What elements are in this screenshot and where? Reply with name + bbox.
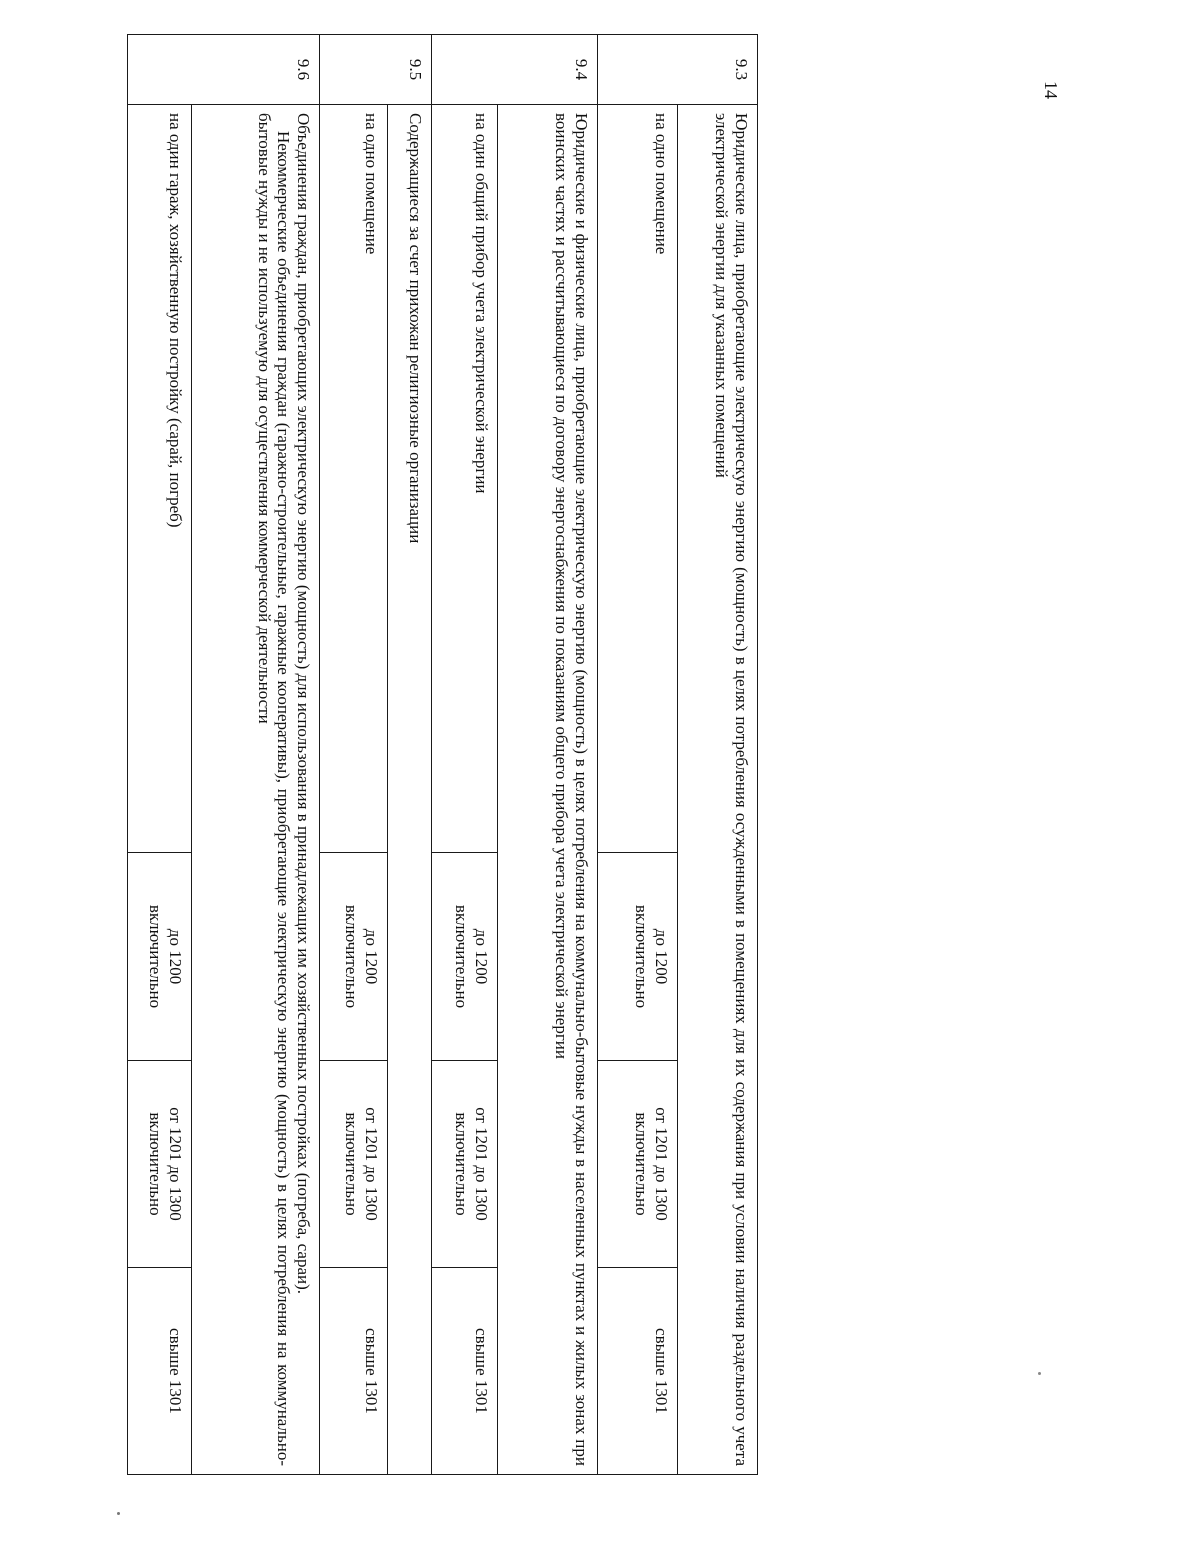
section-description (192, 105, 320, 1475)
range-value: до 1200 (362, 928, 381, 985)
tariff-table-rotated (128, 34, 758, 1474)
row-number: 9.3 (598, 35, 758, 105)
row-number: 9.6 (128, 35, 320, 105)
range-value: свыше 1301 (362, 1328, 381, 1414)
table-row-section (192, 35, 320, 1475)
table-row-item (432, 35, 498, 1475)
range-1201-1300 (598, 1061, 678, 1268)
range-value: свыше 1301 (166, 1328, 185, 1414)
item-label: на один гараж, хозяйственную постройку (сарай, погреб) (128, 105, 192, 853)
range-value: свыше 1301 (472, 1328, 491, 1414)
range-value: до 1200 (166, 928, 185, 985)
tariff-table (127, 34, 758, 1475)
range-qualifier: включительно (342, 904, 362, 1009)
range-up-to-1200 (320, 853, 388, 1061)
section-paragraph: Некоммерческие объединения граждан (гаражно-строительные, гаражные кооперативы), приобретающие электрическую энергию (мощность) в целях потребления на коммунально-бытовые нужды и не используемую для осуществления коммерческой деятельности (254, 113, 294, 1466)
section-paragraph: Объединения граждан, приобретающих электрическую энергию (мощность) для использования в принадлежащих им хозяйственных постройках (погреба, сараи). (294, 113, 313, 1295)
range-1201-1300 (432, 1061, 498, 1268)
table-row-section (388, 35, 432, 1475)
section-description: Юридические лица, приобретающие электрическую энергию (мощность) в целях потребления осужденными в помещениях для их содержания при условии наличия раздельного учета электрической энергии для указанных помещений (678, 105, 758, 1475)
item-label: на одно помещение (598, 105, 678, 853)
item-label: на одно помещение (320, 105, 388, 853)
scan-speck (1038, 1372, 1041, 1375)
range-1201-1300 (128, 1061, 192, 1268)
row-number: 9.5 (320, 35, 432, 105)
range-value: от 1201 до 1300 (362, 1107, 381, 1221)
range-value: до 1200 (652, 928, 671, 985)
range-up-to-1200 (128, 853, 192, 1061)
range-value: от 1201 до 1300 (166, 1107, 185, 1221)
table-row-section (678, 35, 758, 1475)
range-over-1301 (320, 1268, 388, 1475)
range-over-1301 (432, 1268, 498, 1475)
section-description: Содержащиеся за счет прихожан религиозные организации (388, 105, 432, 1475)
item-label: на один общий прибор учета электрической энергии (432, 105, 498, 853)
range-qualifier: включительно (146, 1112, 166, 1216)
range-value: от 1201 до 1300 (652, 1107, 671, 1221)
table-row-item (598, 35, 678, 1475)
range-value: до 1200 (472, 928, 491, 985)
range-up-to-1200 (598, 853, 678, 1061)
range-value: от 1201 до 1300 (472, 1107, 491, 1221)
range-qualifier: включительно (342, 1112, 362, 1216)
range-qualifier: включительно (146, 904, 166, 1009)
scan-speck (117, 1512, 120, 1515)
range-qualifier: включительно (452, 904, 472, 1009)
range-1201-1300 (320, 1061, 388, 1268)
range-qualifier: включительно (452, 1112, 472, 1216)
range-value: свыше 1301 (652, 1328, 671, 1414)
range-over-1301 (598, 1268, 678, 1475)
range-over-1301 (128, 1268, 192, 1475)
range-qualifier: включительно (632, 904, 652, 1009)
page-number: 14 (1041, 81, 1061, 99)
row-number: 9.4 (432, 35, 598, 105)
range-up-to-1200 (432, 853, 498, 1061)
section-description: Юридические и физические лица, приобретающие электрическую энергию (мощность) в целях потребления на коммунально-бытовые нужды в населенных пунктах и жилых зонах при воинских частях и рассчитывающиеся по договору энергоснабжения по показаниям общего прибора учета электрической энергии (498, 105, 598, 1475)
table-row-item (128, 35, 192, 1475)
range-qualifier: включительно (632, 1112, 652, 1216)
table-row-section (498, 35, 598, 1475)
table-row-item (320, 35, 388, 1475)
